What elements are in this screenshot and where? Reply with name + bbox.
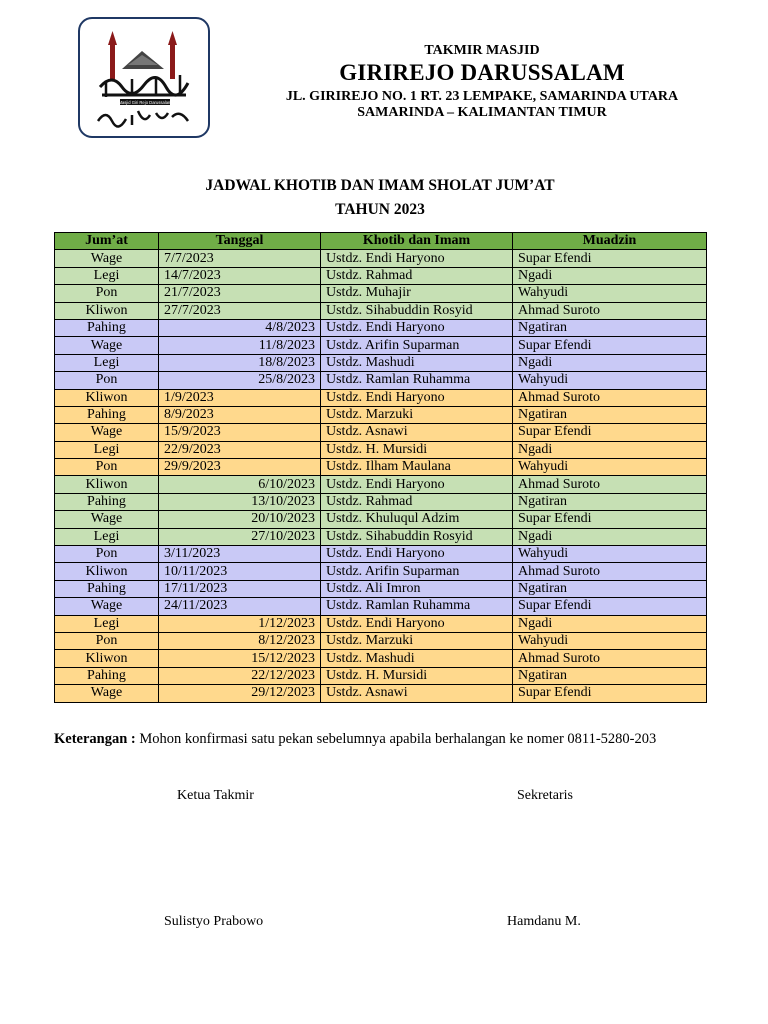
cell-date: 10/11/2023 [159,563,321,580]
table-row [55,685,707,702]
cell-date: 8/9/2023 [159,406,321,423]
table-row [55,459,707,476]
cell-day: Kliwon [55,389,159,406]
cell-khotib: Ustdz. H. Mursidi [321,441,513,458]
cell-date: 6/10/2023 [159,476,321,493]
table-row [55,267,707,284]
right-signature-name: Hamdanu M. [507,914,581,929]
cell-date: 13/10/2023 [159,493,321,510]
cell-khotib: Ustdz. Ramlan Ruhamma [321,372,513,389]
cell-day: Legi [55,615,159,632]
cell-date: 25/8/2023 [159,372,321,389]
table-row [55,615,707,632]
cell-muadzin: Ngatiran [513,493,707,510]
cell-day: Wage [55,511,159,528]
cell-date: 15/12/2023 [159,650,321,667]
note-text: Mohon konfirmasi satu pekan sebelumnya apabila berhalangan ke nomer 0811-5280-203 [135,731,657,747]
cell-muadzin: Supar Efendi [513,511,707,528]
cell-muadzin: Ngadi [513,354,707,371]
cell-muadzin: Ngatiran [513,406,707,423]
cell-date: 7/7/2023 [159,250,321,267]
cell-muadzin: Ngadi [513,528,707,545]
cell-khotib: Ustdz. Arifin Suparman [321,337,513,354]
table-row [55,406,707,423]
table-row [55,667,707,684]
cell-muadzin: Supar Efendi [513,424,707,441]
note-label: Keterangan : [54,731,136,747]
cell-date: 24/11/2023 [159,598,321,615]
mosque-logo-icon [92,25,196,133]
cell-date: 29/9/2023 [159,459,321,476]
cell-day: Wage [55,337,159,354]
cell-day: Wage [55,250,159,267]
cell-khotib: Ustdz. Khuluqul Adzim [321,511,513,528]
header-muadzin: Muadzin [513,233,707,250]
cell-day: Kliwon [55,563,159,580]
cell-khotib: Ustdz. Mashudi [321,354,513,371]
cell-day: Pahing [55,406,159,423]
cell-muadzin: Ngatiran [513,319,707,336]
cell-khotib: Ustdz. Ramlan Ruhamma [321,598,513,615]
cell-muadzin: Wahyudi [513,285,707,302]
table-row [55,337,707,354]
cell-khotib: Ustdz. Endi Haryono [321,476,513,493]
cell-day: Pahing [55,319,159,336]
cell-khotib: Ustdz. Asnawi [321,424,513,441]
header-jumat: Jum’at [55,233,159,250]
cell-muadzin: Ahmad Suroto [513,650,707,667]
table-row [55,302,707,319]
cell-day: Legi [55,267,159,284]
cell-khotib: Ustdz. Sihabuddin Rosyid [321,302,513,319]
table-row [55,250,707,267]
cell-date: 18/8/2023 [159,354,321,371]
cell-date: 22/9/2023 [159,441,321,458]
cell-day: Pon [55,372,159,389]
cell-khotib: Ustdz. H. Mursidi [321,667,513,684]
cell-date: 29/12/2023 [159,685,321,702]
cell-khotib: Ustdz. Asnawi [321,685,513,702]
table-row [55,441,707,458]
cell-khotib: Ustdz. Marzuki [321,632,513,649]
cell-khotib: Ustdz. Ali Imron [321,580,513,597]
table-row [55,650,707,667]
cell-khotib: Ustdz. Sihabuddin Rosyid [321,528,513,545]
cell-khotib: Ustdz. Endi Haryono [321,546,513,563]
cell-muadzin: Supar Efendi [513,250,707,267]
cell-date: 4/8/2023 [159,319,321,336]
cell-khotib: Ustdz. Ilham Maulana [321,459,513,476]
table-body [55,250,707,702]
cell-day: Wage [55,424,159,441]
cell-date: 8/12/2023 [159,632,321,649]
table-row [55,476,707,493]
address-line-1: JL. GIRIREJO NO. 1 RT. 23 LEMPAKE, SAMARINDA UTARA [285,89,679,104]
cell-date: 20/10/2023 [159,511,321,528]
table-row [55,424,707,441]
document-year: TAHUN 2023 [335,201,425,218]
cell-muadzin: Ahmad Suroto [513,389,707,406]
cell-muadzin: Supar Efendi [513,337,707,354]
mosque-name: GIRIREJO DARUSSALAM [339,60,625,85]
left-signature-name: Sulistyo Prabowo [164,914,264,929]
cell-muadzin: Wahyudi [513,546,707,563]
cell-day: Kliwon [55,650,159,667]
cell-day: Pahing [55,667,159,684]
left-signature-title: Ketua Takmir [177,788,254,803]
cell-day: Pahing [55,493,159,510]
cell-day: Legi [55,354,159,371]
cell-muadzin: Ahmad Suroto [513,476,707,493]
cell-khotib: Ustdz. Endi Haryono [321,389,513,406]
cell-muadzin: Ngatiran [513,667,707,684]
cell-khotib: Ustdz. Arifin Suparman [321,563,513,580]
table-row [55,493,707,510]
cell-muadzin: Wahyudi [513,372,707,389]
cell-date: 3/11/2023 [159,546,321,563]
cell-muadzin: Wahyudi [513,459,707,476]
cell-muadzin: Ngadi [513,441,707,458]
mosque-logo [78,17,210,138]
cell-muadzin: Ahmad Suroto [513,563,707,580]
address-line-2: SAMARINDA – KALIMANTAN TIMUR [357,105,607,120]
cell-date: 27/10/2023 [159,528,321,545]
cell-date: 1/9/2023 [159,389,321,406]
org-label: TAKMIR MASJID [424,43,540,58]
cell-muadzin: Ngadi [513,615,707,632]
cell-day: Pon [55,632,159,649]
cell-date: 11/8/2023 [159,337,321,354]
cell-muadzin: Ngatiran [513,580,707,597]
cell-khotib: Ustdz. Rahmad [321,493,513,510]
table-row [55,528,707,545]
note [54,731,656,748]
table-row [55,372,707,389]
table-row [55,285,707,302]
cell-day: Kliwon [55,476,159,493]
cell-day: Pon [55,285,159,302]
cell-muadzin: Wahyudi [513,632,707,649]
logo-caption: Masjid Giri Rejo Darussalam [118,100,172,105]
right-signature-title: Sekretaris [517,788,573,803]
cell-date: 14/7/2023 [159,267,321,284]
cell-date: 17/11/2023 [159,580,321,597]
cell-day: Legi [55,528,159,545]
cell-date: 1/12/2023 [159,615,321,632]
table-row [55,580,707,597]
table-row [55,563,707,580]
cell-muadzin: Ngadi [513,267,707,284]
cell-khotib: Ustdz. Endi Haryono [321,319,513,336]
cell-day: Pon [55,459,159,476]
cell-khotib: Ustdz. Rahmad [321,267,513,284]
cell-muadzin: Supar Efendi [513,685,707,702]
cell-date: 22/12/2023 [159,667,321,684]
cell-khotib: Ustdz. Marzuki [321,406,513,423]
cell-khotib: Ustdz. Mashudi [321,650,513,667]
table-row [55,598,707,615]
cell-day: Legi [55,441,159,458]
cell-date: 21/7/2023 [159,285,321,302]
table-header-row [55,233,707,250]
cell-date: 27/7/2023 [159,302,321,319]
header-tanggal: Tanggal [159,233,321,250]
cell-khotib: Ustdz. Muhajir [321,285,513,302]
cell-muadzin: Ahmad Suroto [513,302,707,319]
table-row [55,354,707,371]
table-row [55,319,707,336]
cell-day: Wage [55,685,159,702]
cell-date: 15/9/2023 [159,424,321,441]
table-row [55,546,707,563]
table-row [55,511,707,528]
cell-day: Wage [55,598,159,615]
table-row [55,389,707,406]
cell-muadzin: Supar Efendi [513,598,707,615]
cell-day: Pon [55,546,159,563]
table-row [55,632,707,649]
schedule-table [54,232,707,703]
document-title: JADWAL KHOTIB DAN IMAM SHOLAT JUM’AT [205,177,555,194]
header-khotib: Khotib dan Imam [321,233,513,250]
cell-khotib: Ustdz. Endi Haryono [321,615,513,632]
cell-day: Kliwon [55,302,159,319]
cell-khotib: Ustdz. Endi Haryono [321,250,513,267]
cell-day: Pahing [55,580,159,597]
